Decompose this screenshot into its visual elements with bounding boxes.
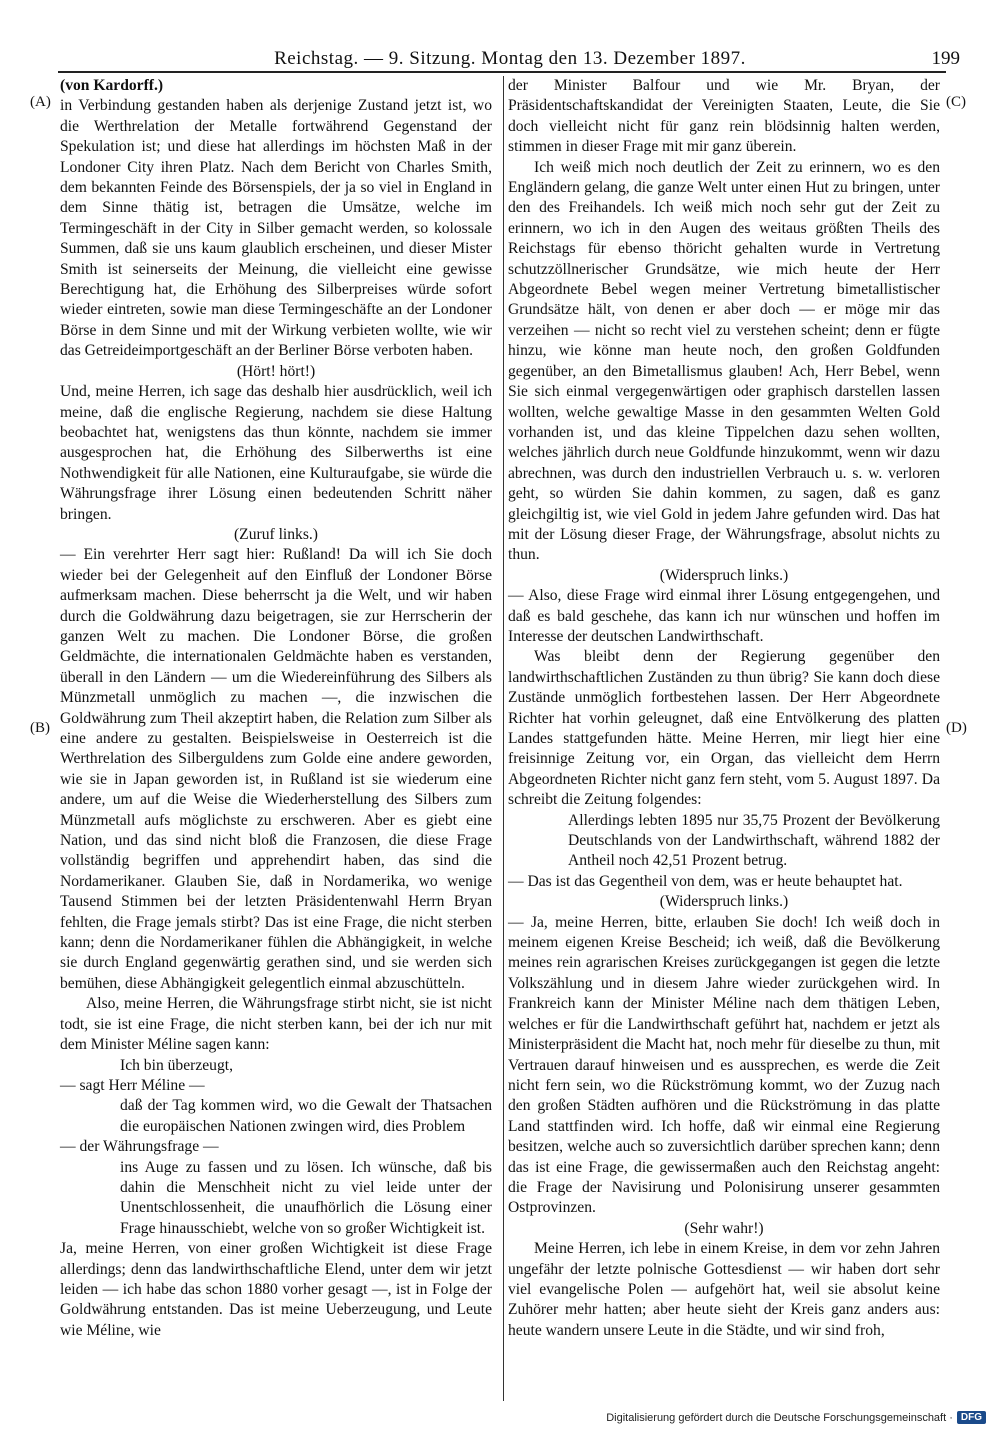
paragraph: Ich weiß mich noch deutlich der Zeit zu erinnern, wo es den Engländern gelang, die ganze Welt unter einen Hut zu bringen, unter den des Freihandels. Ich weiß mich noch sehr gut der Zeit zu erinnern, wo ich in den Augen des weitaus größten Theils des Reichstags für ebenso thöricht gehalten wurde in Vertretung schutzzöllnerischer Grundsätze, wie mich heute der Herr Abgeordnete Bebel wegen meiner Vertretung bimetallistischer Grundsätze hält, von denen er aber doch — er möge mir das verzeihen — nicht so recht viel zu verstehen scheint; denn er fügte hinzu, wie könne man heute noch, den großen Goldfunden gegenüber, an den Bimetallismus glauben! Ach, Herr Bebel, wenn Sie sich einmal vergegenwärtigen oder graphisch darstellen lassen wollten, welche gewaltige Masse in den gesammten Welten Gold vorhanden ist, und das kleine Tippelchen dazu sehen wollten, welches jährlich durch neue Goldfunde hinzukommt, wenn wir dazu abrechnen, was durch den industriellen Verbrauch u. s. w. verloren geht, so würden Sie dahin kommen, zu sagen, daß es ganz gleichgiltig ist, wie viel Gold in jedem Jahre gefunden wird. Das hat mit der Lösung dieser Frage, der Währungsfrage, absolut nichts zu thun. [508, 158, 940, 564]
margin-marker-a: (A) [30, 94, 51, 110]
interjection: (Widerspruch links.) [659, 566, 789, 584]
dfg-logo: DFG [957, 1411, 986, 1424]
running-title: Reichstag. — 9. Sitzung. Montag den 13. Dezember 1897. [274, 48, 746, 69]
paragraph: in Verbindung gestanden haben als derjenige Zustand jetzt ist, wo die Werthrelation der Metalle fortwährend Gegenstand der Spekulation ist; und diese hat allerdings im höchsten Maß in der Londoner City ihren Platz. Nach dem Bericht von Charles Smith, dem bekannten Feinde des Börsenspiels, der ja so viel in England in dem Sinne thätig ist, betragen die Umsätze, welche im Termingeschäft in der City in Silber gemacht werden, so kolossale Summen, daß sie uns kaum glaublich erscheinen, und dieser Mister Smith ist seinerseits der Meinung, die vielleicht eine gewisse Berechtigung hat, die Erhöhung des Silberpreises würde sofort wieder eintreten, sowie man diese Termingeschäfte an der Londoner Börse in dem Sinne und mit der Wirkung verbieten wollte, wie wir das Getreideimportgeschäft an der Berliner Börse verboten haben. [60, 97, 492, 360]
footer-credit [606, 1411, 986, 1424]
quotation: Ich bin überzeugt, [120, 1056, 234, 1074]
quotation-aside: — sagt Herr Méline — [60, 1076, 205, 1094]
margin-marker-b: (B) [30, 720, 50, 736]
interjection: (Sehr wahr!) [684, 1219, 764, 1237]
margin-marker-d: (D) [946, 720, 967, 736]
paragraph: — Das ist das Gegentheil von dem, was er heute behauptet hat. [508, 872, 903, 890]
paragraph: Meine Herren, ich lebe in einem Kreise, in dem vor zehn Jahren ungefähr der letzte polnische Gottesdienst — wir haben dort sehr viel evangelische Polen — aufgehört hat, weil sie absolut keine Zuhörer mehr hatten; aber heute sieht der Kreis ganz anders aus: heute wandern unsere Leute in die Städte, und wir sind froh, [508, 1240, 940, 1339]
paragraph: Ja, meine Herren, von einer großen Wichtigkeit ist diese Frage allerdings; denn das landwirthschaftliche Elend, unter dem wir jetzt leiden — ich habe das schon 1880 vorher gesagt —, ist in Folge der Goldwährung entstanden. Das ist meine Ueberzeugung, und Leute wie Méline, wie [60, 1240, 492, 1339]
right-column [508, 76, 940, 1341]
paragraph: — Ja, meine Herren, bitte, erlauben Sie doch! Ich weiß doch in meinem eigenen Kreise Bescheid; ich weiß, daß die Bevölkerung meines rein agrarischen Kreises zurückgegangen ist gegen die letzte Volkszählung und in diesem Jahre wieder zurückgehen wird. In Frankreich kann der Minister Méline nach dem thätigen Leben, welches er für die Landwirthschaft geführt hat, nachdem er jetzt als Ministerpräsident die Macht hat, noch mehr für dieselbe zu thun, mit Vertrauen darauf hinweisen und es aussprechen, es werde die Zeit nicht fern sein, wo die Rückströmung kommt, wo der Zuzug nach den großen Städten aufhören und die Rückströmung in das platte Land stattfinden wird. Ich hoffe, daß wir einmal eine Regierung besitzen, welche auch so zuversichtlich darüber sprechen kann; denn das ist eine Frage, die gewissermaßen auch den Reichstag angeht: die Frage der Navisirung und Polonisirung unserer gesammten Ostprovinzen. [508, 913, 940, 1217]
speaker-label: (von Kardorff.) [60, 77, 164, 94]
paragraph: Was bleibt denn der Regierung gegenüber den landwirthschaftlichen Zuständen zu thun übrig? Sie kann doch diese Zustände unmöglich fortbestehen lassen. Der Herr Abgeordnete Richter hat vorhin geleugnet, daß eine Entvölkerung des platten Landes stattgefunden hätte. Meine Herren, mir liegt hier eine freisinnige Zeitung vor, ein Organ, das vielleicht dem Herrn Abgeordneten Richter nicht ganz fern steht, vom 5. August 1897. Da schreibt die Zeitung folgendes: [508, 648, 940, 809]
paragraph: der Minister Balfour und wie Mr. Bryan, der Präsidentschaftskandidat der Vereinigten Staaten, Leute, die Sie doch vielleicht nicht für ganz rein blödsinnig halten werden, stimmen in dieser Frage mit mir ganz überein. [508, 77, 940, 156]
interjection: (Hört! hört!) [236, 362, 316, 380]
left-column [60, 76, 492, 1341]
paragraph: — Ein verehrter Herr sagt hier: Rußland! Da will ich Sie doch wieder bei der Gelegenheit auf den Einfluß der Londoner Börse aufmerksam machen. Diese beherrscht ja die Welt, und wir haben durch die Goldwährung dazu beigetragen, sie zur Herrscherin der ganzen Welt zu machen. Die Londoner Börse, die großen Geldmächte, die internationalen Geldmächte haben es verstanden, überall in den Ländern — um die Wiedereinführung des Silbers als Münzmetall unmöglich zu machen —, die inzwischen die Goldwährung zum Theil akzeptirt haben, die Relation zum Silber als eine andere zu gestalten. Beispielsweise in Oesterreich ist die Werthrelation des Silberguldens zum Golde eine andere geworden, wie sie in Japan geworden ist, in Rußland ist sie wiederum eine andere, um auf die Weise die Wiederherstellung des Silbers zum Münzmetall aufs möglichste zu erschweren. Aber es giebt eine Nation, und das sind nicht bloß die Franzosen, die diese Frage vollständig begriffen und apprehendirt haben, das sind die Nordamerikaner. Glauben Sie, daß in Nordamerika, wo wenige Tausend Stimmen bei der letzten Präsidentenwahl Herrn Bryan fehlten, die Frage jemals stirbt? Das ist eine Frage, die nicht sterben kann; denn die Nordamerikaner fühlen die Abhängigkeit, in welche sie durch England gegenwärtig gerathen sind, und sie werden sich bemühen, diese Abhängigkeit gelegentlich einmal abzuschütteln. [60, 546, 492, 992]
footer-text: Digitalisierung gefördert durch die Deutsche Forschungsgemeinschaft · [606, 1411, 953, 1424]
page-header [60, 44, 960, 70]
quotation: Allerdings lebten 1895 nur 35,75 Prozent der Bevölkerung Deutschlands von der Landwirthschaft, während 1882 der Antheil noch 42,51 Prozent betrug. [568, 811, 940, 870]
quotation: daß der Tag kommen wird, wo die Gewalt der Thatsachen die europäischen Nationen zwingen wird, dies Problem [120, 1097, 492, 1135]
paragraph: — Also, diese Frage wird einmal ihrer Lösung entgegengehen, und daß es bald geschehe, das kann ich nur wünschen und hoffen im Interesse der deutschen Landwirthschaft. [508, 587, 940, 645]
quotation: ins Auge zu fassen und zu lösen. Ich wünsche, daß bis dahin die Menschheit nicht zu viel leide unter der Unentschlossenheit, die unaufhörlich die Lösung einer Frage hinausschiebt, welche von so großer Wichtigkeit ist. [120, 1158, 492, 1237]
column-divider [503, 76, 504, 1401]
paragraph: Also, meine Herren, die Währungsfrage stirbt nicht, sie ist nicht todt, sie ist eine Frage, die nicht sterben kann, bei der ich nur mit dem Minister Méline sagen kann: [60, 995, 492, 1054]
paragraph: Und, meine Herren, ich sage das deshalb hier ausdrücklich, weil ich meine, daß die englische Regierung, nachdem sie diese Haltung beobachtet hat, wenigstens das thun könnte, nachdem sie immer ausgesprochen hat, die Erhöhung des Silberwerths ist eine Nothwendigkeit für alle Nationen, eine Kulturaufgabe, sie würde die Währungsfrage ihrer Lösung einen bedeutenden Schritt näher bringen. [60, 383, 492, 523]
quotation-aside: — der Währungsfrage — [60, 1138, 219, 1156]
page-number: 199 [931, 48, 960, 69]
header-rule [58, 71, 946, 73]
margin-marker-c: (C) [946, 94, 966, 110]
interjection: (Zuruf links.) [233, 525, 318, 543]
interjection: (Widerspruch links.) [659, 893, 789, 911]
